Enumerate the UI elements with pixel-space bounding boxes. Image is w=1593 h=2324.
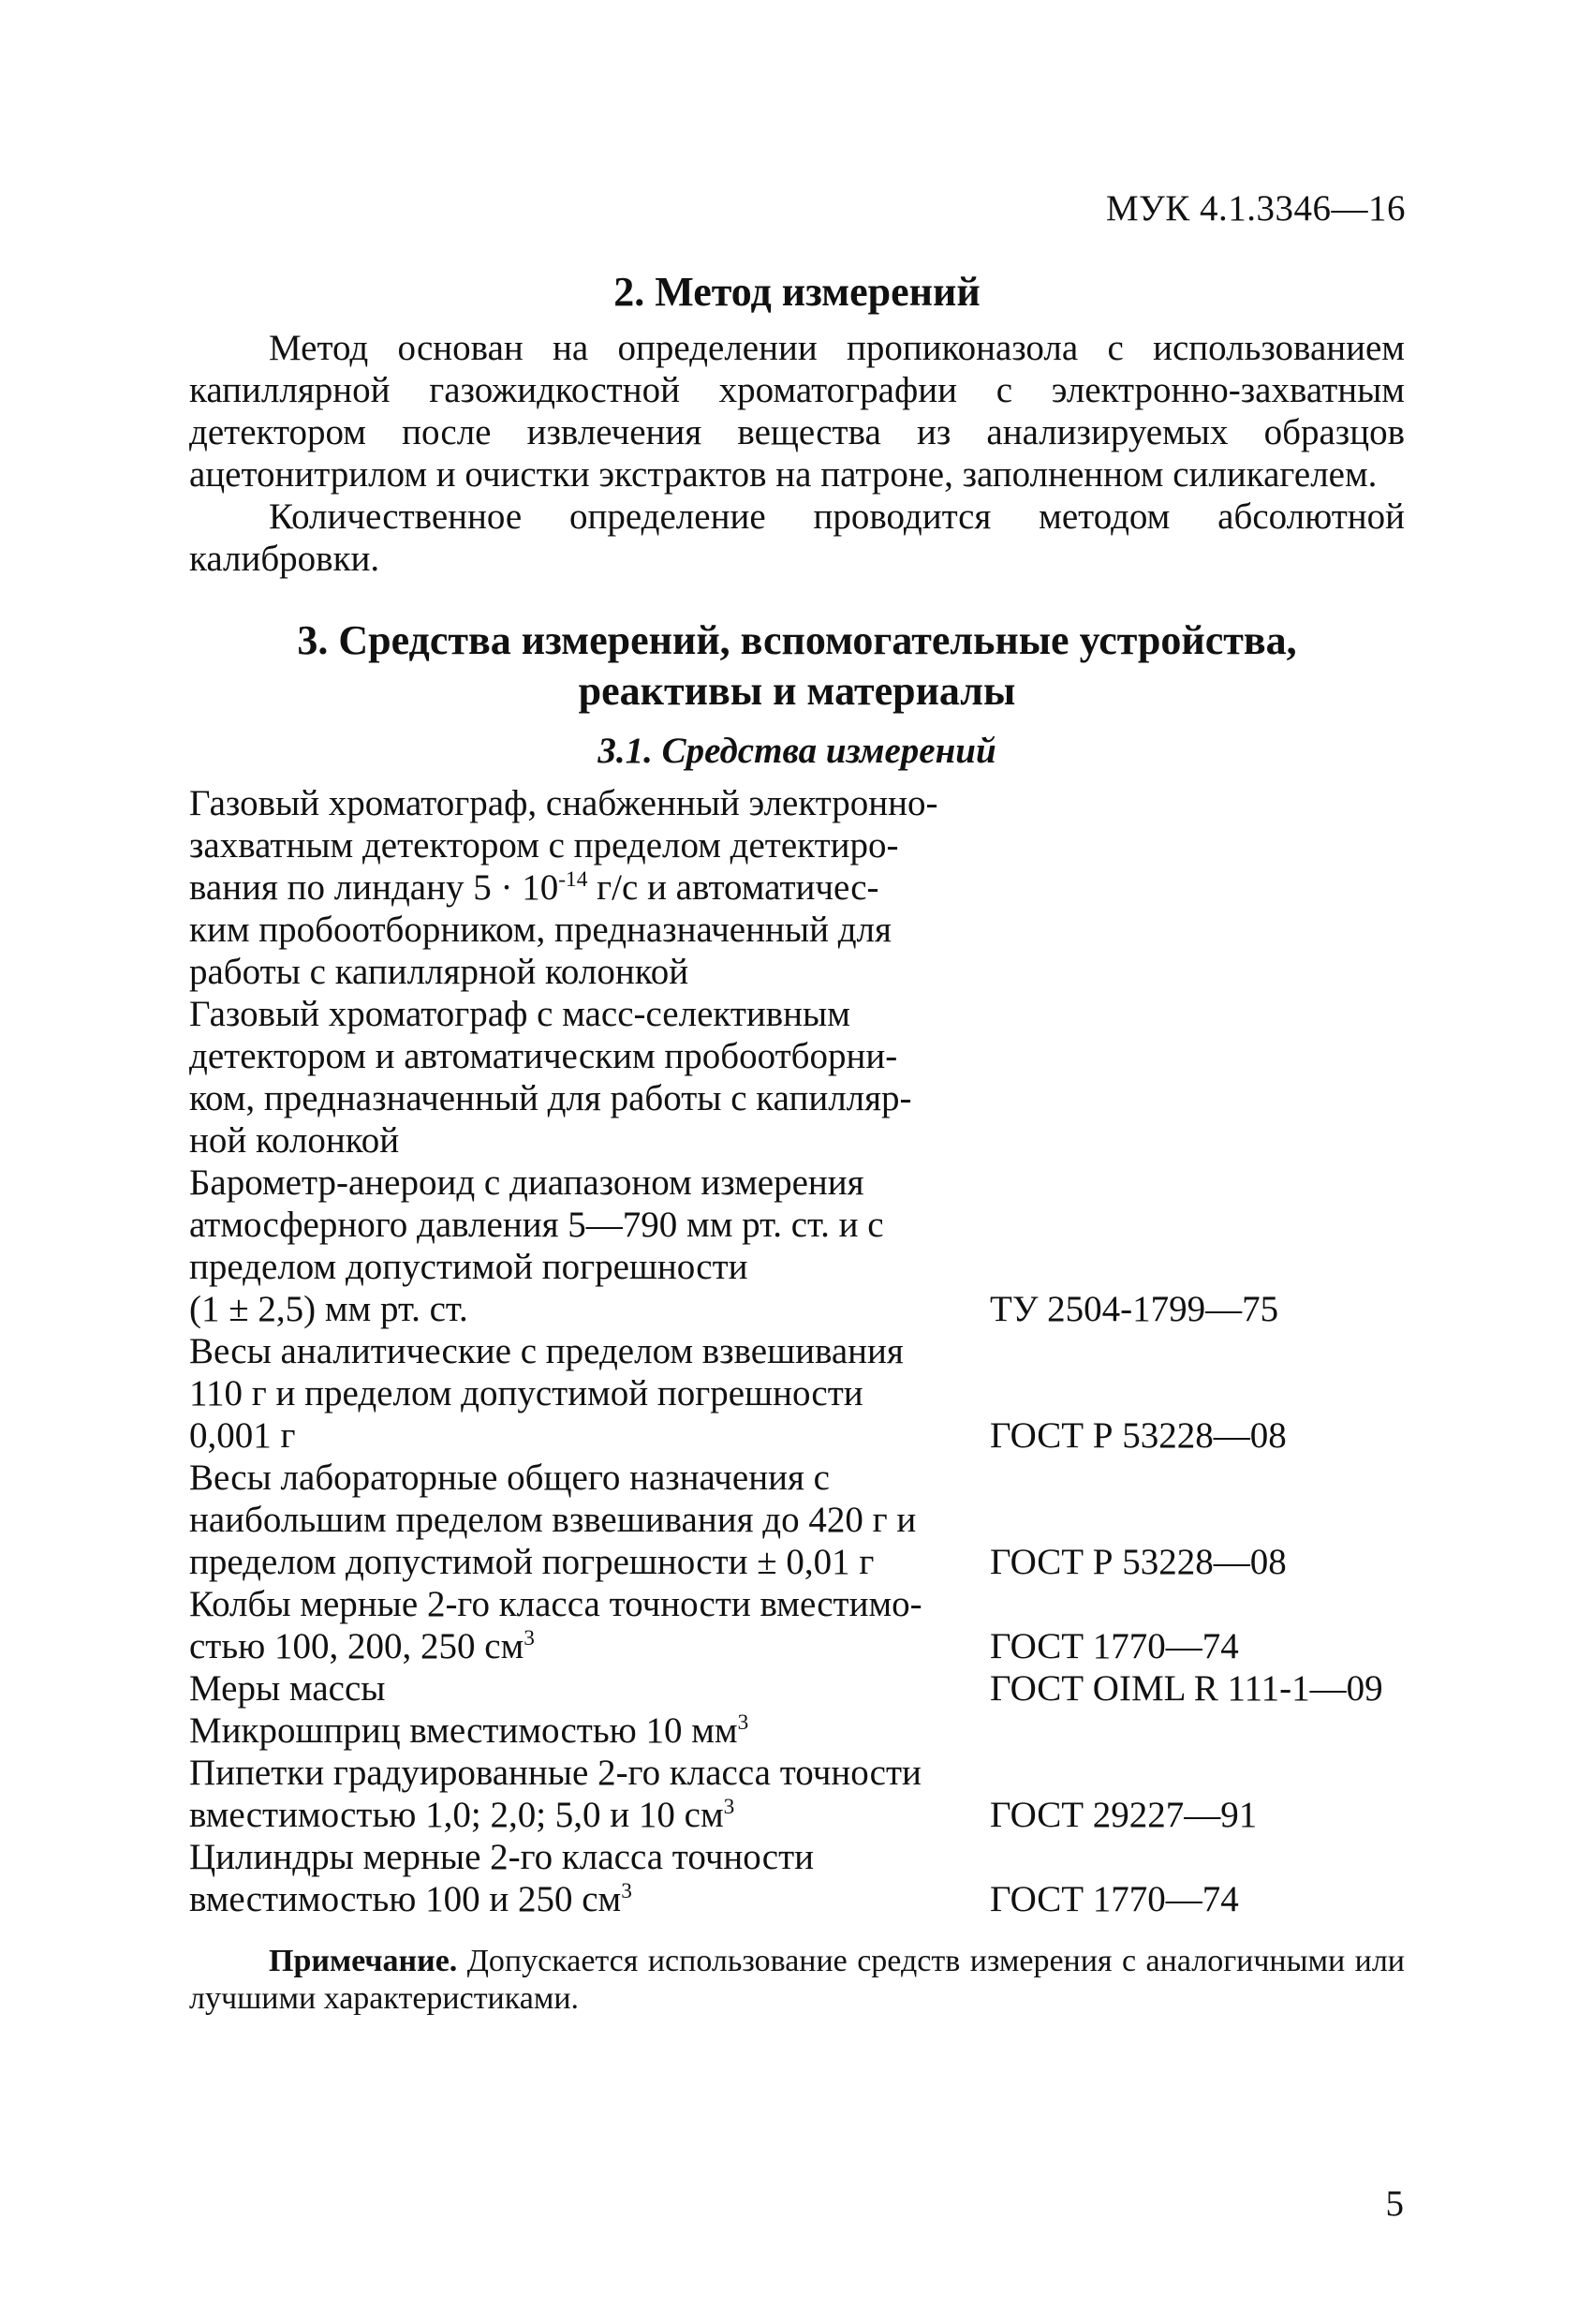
item-line: вместимостью 1,0; 2,0; 5,0 и 10 см: [189, 1795, 724, 1835]
list-item: [189, 1162, 1405, 1330]
instruments-list: [189, 782, 1405, 1920]
item-line: 110 г и пределом допустимой погрешности: [189, 1373, 863, 1414]
item-description: [189, 1667, 981, 1710]
item-line: ной колонкой: [189, 1120, 400, 1161]
item-line: пределом допустимой погрешности: [189, 1247, 748, 1287]
item-line: пределом допустимой погрешности ± 0,01 г: [189, 1542, 875, 1582]
section-2-title: 2. Метод измерений: [613, 269, 981, 315]
exponent: 3: [621, 1879, 632, 1903]
item-line: вместимостью 100 и 250 см: [189, 1879, 622, 1919]
item-standard-ref: ГОСТ 1770—74: [990, 1626, 1239, 1666]
item-standard-ref: ГОСТ Р 53228—08: [990, 1542, 1287, 1582]
item-line: Меры массы: [189, 1668, 386, 1709]
note-text: Допускается использование средств измерения с аналогичными или лучшими характеристиками.: [189, 1944, 1405, 2016]
exponent: -14: [558, 867, 588, 892]
list-item: [189, 1836, 1405, 1920]
item-line: Колбы мерные 2-го класса точности вместимо-: [189, 1584, 922, 1624]
item-description: [189, 1836, 981, 1920]
item-description: [189, 1710, 981, 1752]
document-code: МУК 4.1.3346—16: [1105, 188, 1406, 229]
page-number: 5: [1385, 2183, 1404, 2224]
item-description: [189, 782, 981, 993]
exponent: 3: [524, 1626, 535, 1650]
item-description: [189, 1457, 981, 1583]
item-standard-ref: ГОСТ 29227—91: [990, 1795, 1258, 1835]
item-line: захватным детектором с пределом детектиро-: [189, 825, 899, 866]
section-3-title: [189, 615, 1405, 717]
item-line: ком, предназначенный для работы с капилляр-: [189, 1078, 912, 1118]
item-standard-ref: ГОСТ OIML R 111-1—09: [990, 1668, 1383, 1709]
item-line: 0,001 г: [189, 1415, 296, 1456]
item-line: работы с капиллярной колонкой: [189, 952, 689, 992]
item-line: Микрошприц вместимостью 10 мм: [189, 1710, 738, 1751]
item-line: Газовый хроматограф с масс-селективным: [189, 994, 850, 1034]
item-line: Газовый хроматограф, снабженный электронно-: [189, 783, 938, 823]
list-item: [189, 1710, 1405, 1752]
list-item: [189, 1457, 1405, 1583]
list-item: [189, 782, 1405, 993]
item-line: Весы аналитические с пределом взвешивания: [189, 1331, 904, 1371]
section-3-title-line-2: реактивы и материалы: [578, 668, 1016, 714]
item-line: вания по линдану 5 · 10: [189, 867, 559, 908]
note-label: Примечание.: [269, 1944, 458, 1978]
item-standard-ref: ТУ 2504-1799—75: [990, 1289, 1279, 1329]
item-line: стью 100, 200, 250 см: [189, 1626, 524, 1666]
item-line: Весы лабораторные общего назначения с: [189, 1458, 830, 1498]
item-description: [189, 1162, 981, 1330]
page-content: [189, 267, 1405, 2018]
item-line: Барометр-анероид с диапазоном измерения: [189, 1162, 864, 1203]
item-line: г/с и автоматичес-: [587, 867, 879, 908]
item-line: Цилиндры мерные 2-го класса точности: [189, 1837, 814, 1877]
item-description: [189, 1330, 981, 1457]
item-line: наибольшим пределом взвешивания до 420 г и: [189, 1500, 917, 1540]
item-description: [189, 993, 981, 1162]
list-item: [189, 993, 1405, 1162]
section-2-paragraph-1: Метод основан на определении пропиконазола с использованием капиллярной газожидкостной хроматографии с электронно-захватным детектором после извлечения вещества из анализируемых образцов ацетонитрилом и очистки экстрактов на патроне, заполненном силикагелем.: [189, 328, 1405, 495]
subsection-3-1-title: 3.1. Средства измерений: [597, 731, 996, 771]
note: [189, 1943, 1405, 2018]
item-description: [189, 1583, 981, 1667]
list-item: [189, 1752, 1405, 1836]
section-2-paragraph-2: Количественное определение проводится методом абсолютной калибровки.: [189, 496, 1405, 579]
exponent: 3: [737, 1710, 749, 1735]
item-description: [189, 1752, 981, 1836]
list-item: [189, 1330, 1405, 1457]
item-line: Пипетки градуированные 2-го класса точности: [189, 1753, 922, 1793]
item-standard-ref: ГОСТ 1770—74: [990, 1879, 1239, 1919]
item-standard-ref: ГОСТ Р 53228—08: [990, 1415, 1287, 1456]
item-line: ким пробоотборником, предназначенный для: [189, 910, 892, 950]
item-line: детектором и автоматическим пробоотборни-: [189, 1036, 898, 1076]
section-3-title-line-1: 3. Средства измерений, вспомогательные устройства,: [297, 617, 1297, 663]
list-item: [189, 1667, 1405, 1710]
item-line: (1 ± 2,5) мм рт. ст.: [189, 1289, 468, 1329]
item-line: атмосферного давления 5—790 мм рт. ст. и с: [189, 1205, 884, 1245]
list-item: [189, 1583, 1405, 1667]
exponent: 3: [723, 1795, 735, 1819]
